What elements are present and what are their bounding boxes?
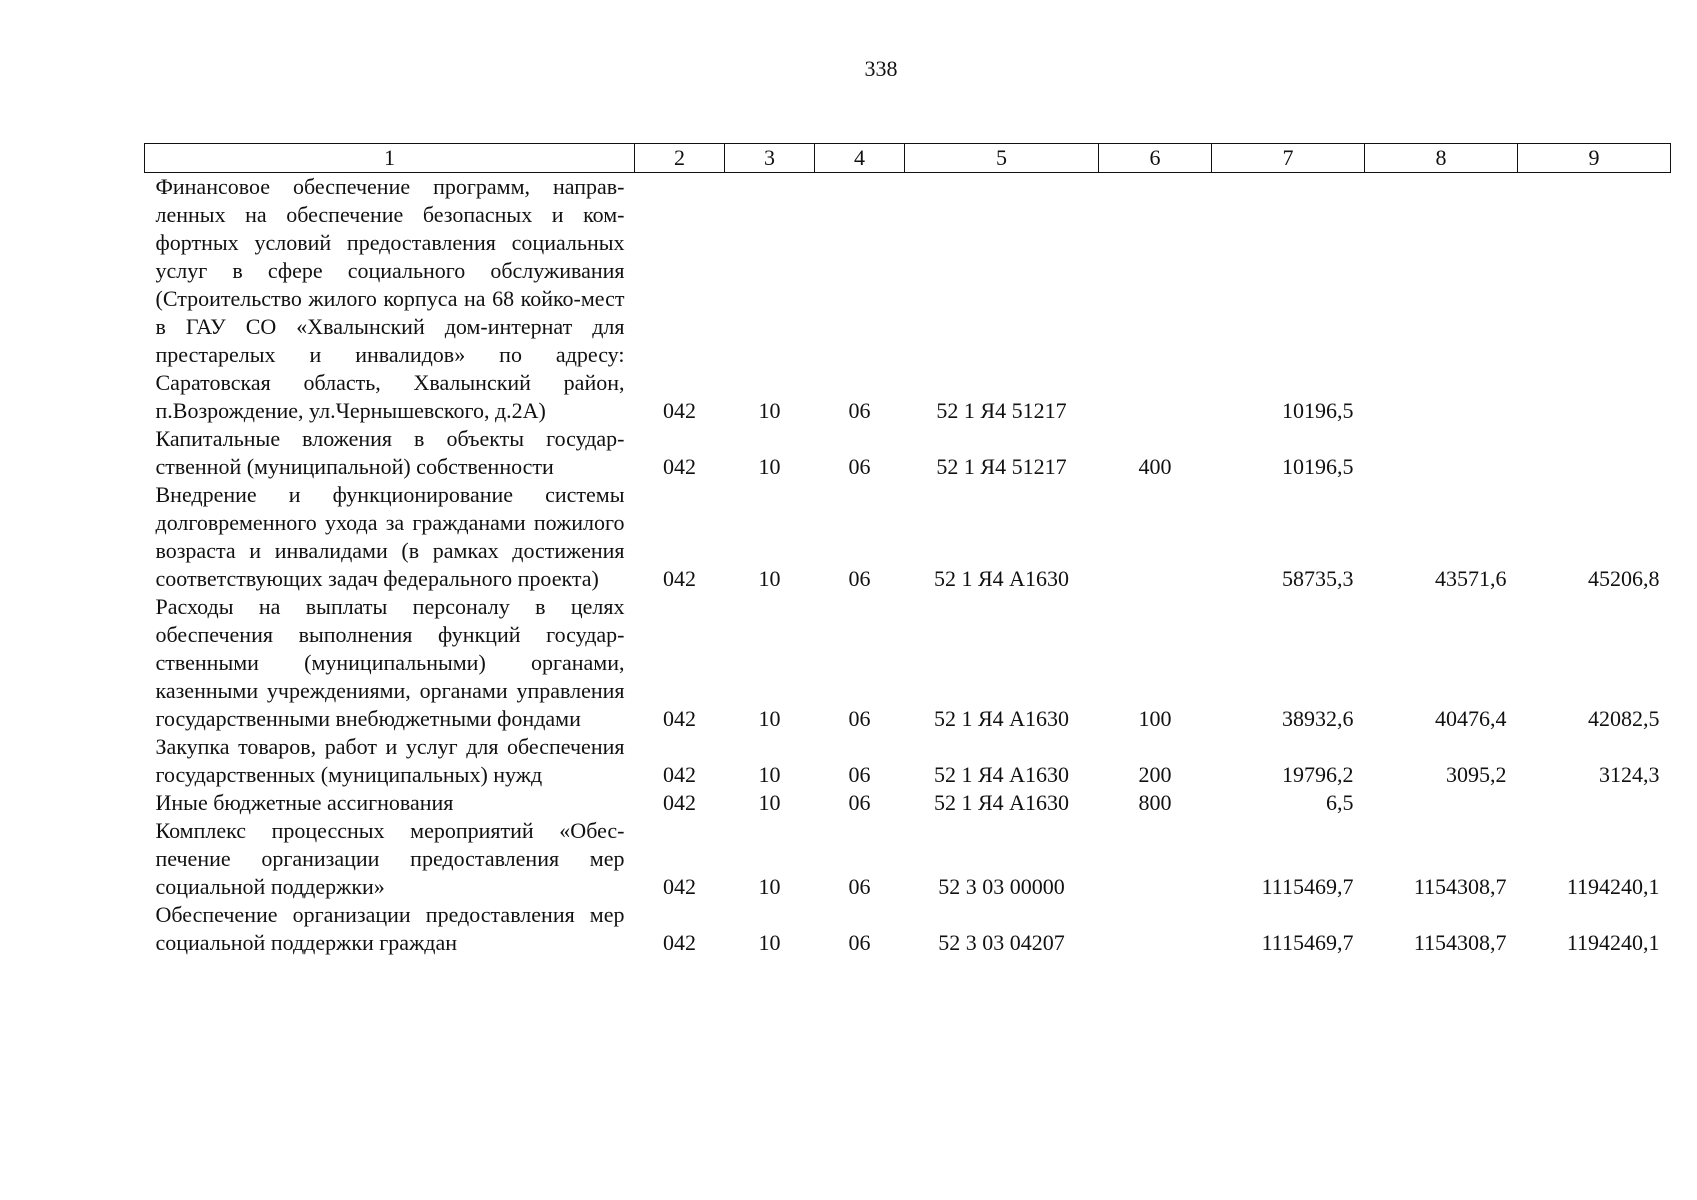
row-section-code: 10 — [758, 930, 781, 955]
page-number: 338 — [864, 56, 898, 81]
row-name: Обеспечение организации предоставления мер социальной поддержки граждан — [155, 902, 625, 955]
table-row — [145, 817, 1671, 901]
table-row — [145, 481, 1671, 593]
row-target-code: 52 1 Я4 51217 — [936, 398, 1067, 423]
row-target-code: 52 1 Я4 А1630 — [933, 706, 1070, 731]
row-expense-type: 200 — [1138, 762, 1172, 787]
row-amount-7: 19796,2 — [1282, 762, 1354, 787]
row-amount-8: 43571,6 — [1435, 566, 1507, 591]
row-section-code: 10 — [758, 706, 781, 731]
row-amount-7: 38932,6 — [1282, 706, 1354, 731]
table-row — [145, 733, 1671, 789]
row-name: Иные бюджетные ассигнования — [155, 790, 454, 815]
row-amount-8 — [1365, 425, 1518, 481]
row-expense-type — [1099, 481, 1212, 593]
row-target-code: 52 1 Я4 А1630 — [933, 566, 1070, 591]
row-expense-type: 400 — [1138, 454, 1172, 479]
row-amount-9: 3124,3 — [1599, 762, 1660, 787]
row-target-code: 52 1 Я4 51217 — [936, 454, 1067, 479]
row-amount-9 — [1518, 789, 1671, 817]
row-subsection-code: 06 — [848, 454, 871, 479]
table-row — [145, 425, 1671, 481]
row-section-code: 10 — [758, 566, 781, 591]
row-ministry-code: 042 — [663, 454, 696, 479]
row-name: Внедрение и функционирование системы долговременного ухода за гражданами пожилого возраста и инвалидами (в рамках достижения соответствующих задач федерального проекта) — [155, 482, 625, 591]
table-row — [145, 789, 1671, 817]
table-row — [145, 593, 1671, 733]
row-name: Капитальные вложения в объекты государственной (муниципальной) собственности — [155, 426, 625, 479]
row-amount-7: 10196,5 — [1282, 454, 1354, 479]
row-expense-type — [1099, 173, 1212, 426]
row-name: Закупка товаров, работ и услуг для обеспечения государственных (муниципальных) нужд — [155, 734, 625, 787]
row-amount-7: 1115469,7 — [1261, 874, 1354, 899]
table-row — [145, 901, 1671, 957]
row-subsection-code: 06 — [848, 762, 871, 787]
row-amount-8: 1154308,7 — [1413, 930, 1507, 955]
row-section-code: 10 — [758, 762, 781, 787]
row-amount-8: 40476,4 — [1435, 706, 1507, 731]
table-row — [145, 173, 1671, 426]
row-ministry-code: 042 — [663, 930, 696, 955]
row-amount-9: 45206,8 — [1588, 566, 1660, 591]
header-col-2: 2 — [635, 144, 725, 173]
row-ministry-code: 042 — [663, 790, 696, 815]
row-target-code: 52 3 03 04207 — [938, 930, 1065, 955]
row-ministry-code: 042 — [663, 706, 696, 731]
header-col-9: 9 — [1518, 144, 1671, 173]
row-amount-8 — [1365, 789, 1518, 817]
header-col-4: 4 — [815, 144, 905, 173]
row-amount-8: 1154308,7 — [1413, 874, 1507, 899]
row-subsection-code: 06 — [848, 790, 871, 815]
header-col-5: 5 — [905, 144, 1099, 173]
row-amount-9 — [1518, 173, 1671, 426]
header-col-3: 3 — [725, 144, 815, 173]
budget-table — [144, 143, 1671, 957]
row-amount-9: 42082,5 — [1588, 706, 1660, 731]
table-body — [145, 173, 1671, 958]
row-target-code: 52 3 03 00000 — [938, 874, 1065, 899]
header-col-1: 1 — [145, 144, 635, 173]
row-amount-9: 1194240,1 — [1566, 930, 1660, 955]
row-amount-9: 1194240,1 — [1566, 874, 1660, 899]
row-name: Финансовое обеспечение программ, направленных на обеспечение безопасных и комфортных условий предоставления социальных услуг в сфере социального обслуживания (Строительство жилого корпуса на 68 койко-мест в ГАУ СО «Хвалынский дом-интернат для престарелых и инвалидов» по адресу: Саратовская область, Хвалынский район, п.Возрождение, ул.Чернышевского, д.2А) — [155, 174, 625, 423]
row-target-code: 52 1 Я4 А1630 — [933, 762, 1070, 787]
row-section-code: 10 — [758, 398, 781, 423]
row-expense-type — [1099, 817, 1212, 901]
row-ministry-code: 042 — [663, 566, 696, 591]
row-amount-8 — [1365, 173, 1518, 426]
row-subsection-code: 06 — [848, 398, 871, 423]
header-col-7: 7 — [1212, 144, 1365, 173]
row-amount-9 — [1518, 425, 1671, 481]
row-amount-7: 58735,3 — [1282, 566, 1354, 591]
row-subsection-code: 06 — [848, 874, 871, 899]
row-ministry-code: 042 — [663, 762, 696, 787]
header-col-6: 6 — [1099, 144, 1212, 173]
row-expense-type: 100 — [1138, 706, 1172, 731]
row-section-code: 10 — [758, 874, 781, 899]
row-expense-type: 800 — [1138, 790, 1172, 815]
row-section-code: 10 — [758, 790, 781, 815]
row-amount-7: 1115469,7 — [1261, 930, 1354, 955]
row-target-code: 52 1 Я4 А1630 — [933, 790, 1070, 815]
row-subsection-code: 06 — [848, 566, 871, 591]
header-row — [145, 144, 1671, 173]
row-subsection-code: 06 — [848, 706, 871, 731]
row-amount-7: 6,5 — [1326, 790, 1354, 815]
row-amount-8: 3095,2 — [1446, 762, 1507, 787]
row-name: Комплекс процессных мероприятий «Обеспечение организации предоставления мер социальной поддержки» — [155, 818, 625, 899]
row-amount-7: 10196,5 — [1282, 398, 1354, 423]
header-col-8: 8 — [1365, 144, 1518, 173]
row-section-code: 10 — [758, 454, 781, 479]
table-header — [145, 144, 1671, 173]
row-subsection-code: 06 — [848, 930, 871, 955]
row-name: Расходы на выплаты персоналу в целях обеспечения выполнения функций государственными (муниципальными) органами, казенными учреждениями, органами управления государственными внебюджетными фондами — [155, 594, 625, 731]
row-ministry-code: 042 — [663, 874, 696, 899]
row-expense-type — [1099, 901, 1212, 957]
row-ministry-code: 042 — [663, 398, 696, 423]
